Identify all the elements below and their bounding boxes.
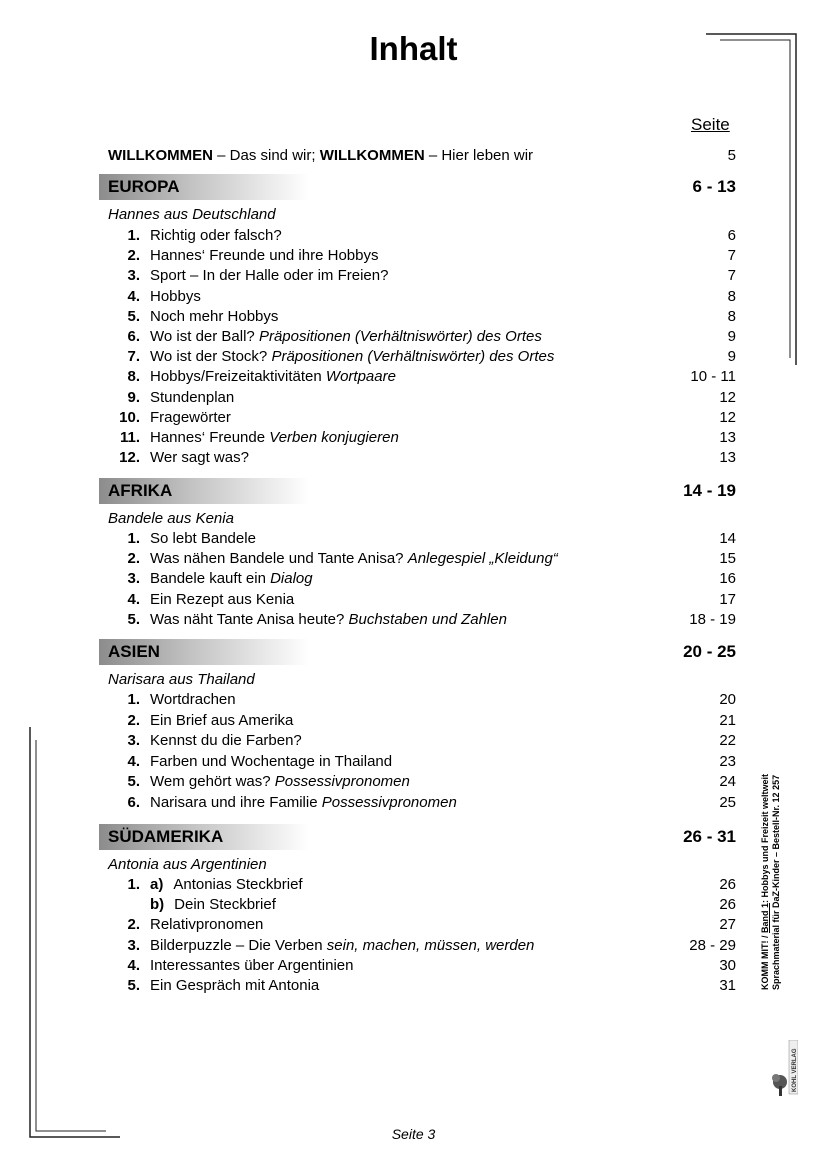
toc-entry-number: 6. xyxy=(127,794,140,811)
toc-entry-text: Wortdrachen xyxy=(150,691,236,708)
section-subtitle-text: Hannes aus Deutschland xyxy=(108,206,276,223)
section-subtitle xyxy=(0,509,827,529)
toc-entry-page: 8 xyxy=(727,307,736,325)
toc-entry-number: 2. xyxy=(127,550,140,568)
toc-entry-title xyxy=(150,266,388,286)
toc-entry-number: 4. xyxy=(127,287,140,305)
toc-entry-page: 12 xyxy=(719,388,736,406)
toc-entry[interactable] xyxy=(0,569,827,589)
section-subtitle-text: Bandele aus Kenia xyxy=(108,510,234,527)
toc-entry-text: So lebt Bandele xyxy=(150,530,256,547)
toc-entry-title xyxy=(150,367,396,387)
toc-entry-page: 24 xyxy=(719,773,736,791)
toc-entry[interactable] xyxy=(0,711,827,731)
toc-entry-page: 26 xyxy=(719,876,736,893)
toc-entry[interactable] xyxy=(0,590,827,610)
toc-entry-page: 17 xyxy=(719,590,736,608)
toc-entry-title xyxy=(150,875,303,895)
page-title: Inhalt xyxy=(369,30,458,67)
toc-entry-title xyxy=(150,711,293,731)
toc-entry[interactable] xyxy=(0,327,827,347)
toc-entry-page: 8 xyxy=(727,287,736,305)
toc-entry[interactable] xyxy=(0,549,827,569)
toc-entry-text: Bilderpuzzle – Die Verben xyxy=(150,936,327,954)
toc-entry-text: Hannes‘ Freunde xyxy=(150,429,270,446)
toc-entry[interactable] xyxy=(0,529,827,549)
toc-entry-number: 5. xyxy=(127,610,140,628)
toc-entry-number: 1. xyxy=(127,691,140,708)
toc-entry-title xyxy=(150,590,294,610)
toc-entry[interactable] xyxy=(0,266,827,286)
toc-entry-number: 1. xyxy=(127,227,140,244)
toc-entry-text: Antonias Steckbrief xyxy=(173,876,303,893)
toc-entry-number: 12. xyxy=(119,449,140,467)
toc-entry-number: 10. xyxy=(119,408,140,426)
toc-entry-text: Interessantes über Argentinien xyxy=(150,956,354,974)
toc-entry-title xyxy=(150,752,392,772)
toc-entry-topic: Possessivpronomen xyxy=(321,794,457,811)
toc-entry-topic: Präpositionen (Verhältniswörter) des Ortes xyxy=(258,328,542,345)
toc-entry-title xyxy=(150,307,278,327)
toc-entry-page: 23 xyxy=(719,752,736,770)
toc-entry-number: 7. xyxy=(127,348,140,366)
toc-entry[interactable] xyxy=(0,752,827,772)
toc-entry-title xyxy=(150,793,457,813)
toc-entry-text: Relativpronomen xyxy=(150,916,264,934)
toc-entry[interactable] xyxy=(0,793,827,813)
toc-entry-page: 22 xyxy=(719,732,736,750)
toc-entry-page: 6 xyxy=(727,227,736,244)
toc-entry-page: 7 xyxy=(727,247,736,265)
toc-entry-page: 13 xyxy=(719,449,736,467)
toc-entry-page: 26 xyxy=(719,896,736,914)
section-heading[interactable]: ASIEN xyxy=(108,642,160,661)
toc-entry-text: Richtig oder falsch? xyxy=(150,227,282,244)
intro-page: 5 xyxy=(727,147,736,164)
toc-entry-text: Hannes‘ Freunde und ihre Hobbys xyxy=(150,247,379,265)
toc-entry-title xyxy=(150,529,256,549)
toc-entry[interactable] xyxy=(0,936,827,956)
toc-entry-page: 30 xyxy=(719,956,736,974)
toc-entry-title xyxy=(150,569,313,589)
toc-entry-title xyxy=(150,610,507,630)
toc-entry-page: 27 xyxy=(719,916,736,934)
toc-entry-topic: sein, machen, müssen, werden xyxy=(326,936,535,954)
toc-entry[interactable] xyxy=(0,226,827,246)
toc-entry-text: Sport – In der Halle oder im Freien? xyxy=(150,267,389,285)
toc-entry-topic: Buchstaben und Zahlen xyxy=(348,610,507,628)
toc-entry[interactable] xyxy=(0,388,827,408)
toc-entry-text: Narisara und ihre Familie xyxy=(150,794,322,811)
section-heading[interactable]: EUROPA xyxy=(108,177,180,196)
toc-entry-topic: Präpositionen (Verhältniswörter) des Ortes xyxy=(271,348,555,366)
toc-entry-number: 5. xyxy=(127,307,140,325)
toc-entry-page: 7 xyxy=(727,267,736,285)
toc-entry-page: 15 xyxy=(719,550,736,568)
toc-entry-page: 25 xyxy=(719,794,736,811)
toc-entry-page: 28 - 29 xyxy=(689,936,736,954)
toc-entry-number: 2. xyxy=(127,711,140,729)
toc-entry-topic: Anlegespiel „Kleidung“ xyxy=(407,550,558,568)
toc-entry-text: Wo ist der Stock? xyxy=(150,348,272,366)
publisher-side-text: KOMM MIT! / Band 1: Hobbys und Freizeit weltweit Sprachmaterial für DaZ-Kinder – Bestell-Nr. 12 257 xyxy=(760,773,781,990)
toc-entry-title xyxy=(150,956,353,976)
toc-entry-page: 12 xyxy=(719,408,736,426)
section-subtitle xyxy=(0,205,827,225)
toc-entry-number: 2. xyxy=(127,247,140,265)
toc-entry-title xyxy=(150,895,276,915)
page-footer: Seite 3 xyxy=(391,1126,436,1142)
toc-entry-number: 5. xyxy=(127,773,140,791)
toc-entry[interactable] xyxy=(0,428,827,448)
toc-entry-number: 4. xyxy=(127,590,140,608)
toc-entry-number: 6. xyxy=(127,328,140,345)
section-pages: 6 - 13 xyxy=(692,177,736,196)
toc-entry[interactable] xyxy=(0,976,827,996)
toc-entry-text: Kennst du die Farben? xyxy=(150,732,302,750)
section-pages: 14 - 19 xyxy=(683,481,736,500)
toc-entry-number: 1. xyxy=(127,530,140,547)
section-pages: 26 - 31 xyxy=(683,827,736,846)
toc-entry-page: 13 xyxy=(719,429,736,446)
toc-entry-number: 1. xyxy=(127,876,140,893)
toc-entry-number: 2. xyxy=(127,916,140,934)
toc-entry[interactable] xyxy=(0,307,827,327)
toc-entry-title xyxy=(150,287,201,307)
toc-entry-title xyxy=(150,428,399,448)
section-heading[interactable]: AFRIKA xyxy=(108,481,173,500)
toc-entry[interactable] xyxy=(0,246,827,266)
toc-entry-number: 11. xyxy=(119,429,140,446)
toc-entry-page: 9 xyxy=(727,348,736,366)
toc-entry-number: 3. xyxy=(127,570,140,588)
publisher-logo xyxy=(770,1040,798,1100)
toc-entry-topic: Verben konjugieren xyxy=(269,429,399,446)
toc-entry-sublabel: a) xyxy=(150,876,164,893)
toc-entry[interactable] xyxy=(0,408,827,428)
toc-entry-text: Farben und Wochentage in Thailand xyxy=(150,752,393,770)
toc-entry-number: 3. xyxy=(127,936,140,954)
toc-entry-topic: Dialog xyxy=(270,570,313,588)
page-column-header: Seite xyxy=(691,115,730,134)
toc-entry-text: Noch mehr Hobbys xyxy=(150,307,279,325)
toc-entry-number: 3. xyxy=(127,732,140,750)
toc-entry-title xyxy=(150,731,302,751)
toc-entry-text: Hobbys xyxy=(150,287,201,305)
toc-entry-page: 16 xyxy=(719,570,736,588)
toc-entry-number: 4. xyxy=(127,752,140,770)
toc-entry-text: Ein Brief aus Amerika xyxy=(150,711,294,729)
toc-entry-text: Was näht Tante Anisa heute? xyxy=(150,610,349,628)
toc-entry[interactable] xyxy=(0,367,827,387)
toc-entry-text: Wo ist der Ball? xyxy=(150,328,259,345)
section-pages: 20 - 25 xyxy=(683,642,736,661)
toc-entry-title xyxy=(150,915,263,935)
section-heading[interactable]: SÜDAMERIKA xyxy=(108,827,224,846)
toc-entry[interactable] xyxy=(0,895,827,915)
toc-entry[interactable] xyxy=(0,875,827,895)
toc-entry-text: Hobbys/Freizeitaktivitäten xyxy=(150,368,326,386)
intro-text: WILLKOMMEN – Das sind wir; WILLKOMMEN – Hier leben wir xyxy=(108,147,534,164)
toc-entry-page: 31 xyxy=(719,977,736,994)
section-subtitle xyxy=(0,855,827,875)
toc-entry-title xyxy=(150,347,554,367)
toc-entry-title xyxy=(150,549,558,569)
section-subtitle xyxy=(0,670,827,690)
toc-entry-title xyxy=(150,448,249,468)
toc-entry-number: 5. xyxy=(127,977,140,994)
toc-entry-text: Fragewörter xyxy=(150,408,231,426)
toc-entry-title xyxy=(150,408,231,428)
toc-entry-text: Was nähen Bandele und Tante Anisa? xyxy=(150,550,408,568)
toc-entry[interactable] xyxy=(0,287,827,307)
toc-entry[interactable] xyxy=(0,731,827,751)
toc-entry-topic: Possessivpronomen xyxy=(274,773,410,791)
toc-entry-title xyxy=(150,246,378,266)
toc-entry-page: 10 - 11 xyxy=(690,368,736,386)
tree-logo-icon xyxy=(770,1040,798,1100)
toc-entry-title xyxy=(150,226,282,246)
toc-entry-title xyxy=(150,976,319,996)
toc-entry[interactable] xyxy=(0,915,827,935)
toc-entry-page: 18 - 19 xyxy=(689,610,736,628)
toc-entry-text: Wer sagt was? xyxy=(150,449,249,467)
toc-entry-number: 4. xyxy=(127,956,140,974)
toc-entry-number: 9. xyxy=(127,388,140,406)
toc-entry[interactable] xyxy=(0,448,827,468)
toc-entry-text: Bandele kauft ein xyxy=(150,570,271,588)
toc-entry-text: Wem gehört was? xyxy=(150,773,275,791)
section-subtitle-text: Narisara aus Thailand xyxy=(108,671,255,688)
section-subtitle-text: Antonia aus Argentinien xyxy=(108,856,267,873)
toc-entry-title xyxy=(150,936,534,956)
toc-entry-page: 14 xyxy=(719,530,736,547)
toc-entry-topic: Wortpaare xyxy=(325,368,396,386)
toc-entry-text: Ein Rezept aus Kenia xyxy=(150,590,295,608)
toc-entry-page: 9 xyxy=(727,328,736,345)
toc-entry-page: 20 xyxy=(719,691,736,708)
toc-entry[interactable] xyxy=(0,610,827,630)
toc-entry[interactable] xyxy=(0,690,827,710)
toc-entry-number: 8. xyxy=(127,368,140,386)
toc-entry-title xyxy=(150,388,234,408)
toc-entry-number: 3. xyxy=(127,267,140,285)
toc-entry[interactable] xyxy=(0,956,827,976)
toc-entry-sublabel: b) xyxy=(150,896,165,914)
intro-row[interactable] xyxy=(0,146,827,166)
toc-entry-title xyxy=(150,772,410,792)
toc-entry-text: Ein Gespräch mit Antonia xyxy=(150,977,320,994)
toc-entry-page: 21 xyxy=(719,711,736,729)
toc-entry-title xyxy=(150,690,236,710)
toc-entry-text: Stundenplan xyxy=(150,388,235,406)
toc-entry[interactable] xyxy=(0,772,827,792)
toc-entry[interactable] xyxy=(0,347,827,367)
svg-text:KOHL VERLAG: KOHL VERLAG xyxy=(792,1048,798,1092)
toc-entry-title xyxy=(150,327,542,347)
toc-entry-text: Dein Steckbrief xyxy=(174,896,276,914)
